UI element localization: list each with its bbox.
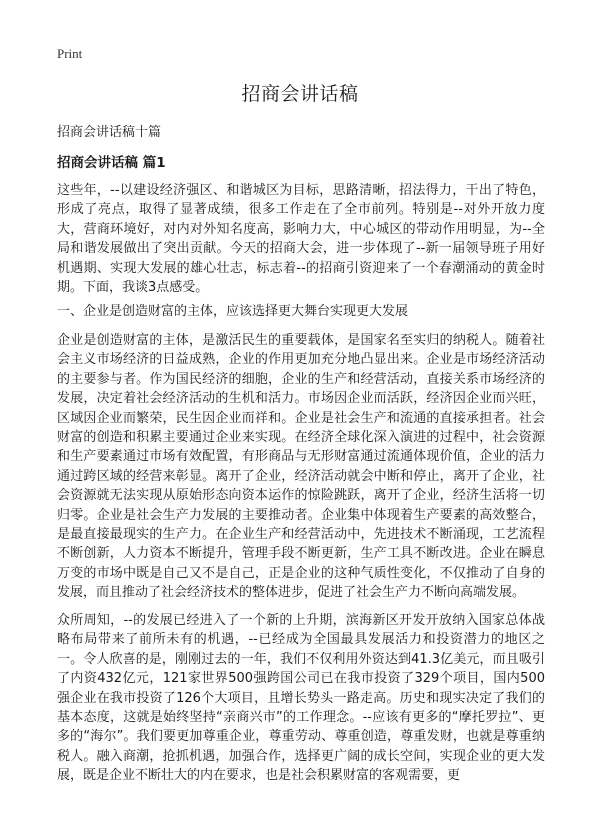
paragraph-development: 众所周知，--的发展已经进入了一个新的上升期，滨海新区开发开放纳入国家总体战略布局带来了前所未有的机遇，--已经成为全国最具发展活力和投资潜力的地区之一。令人欣喜的是，刚刚过去的一年，我们不仅利用外资达到41.3亿美元，而且吸引了内资432亿元，121家世界500强跨国公司已在我市投资了329个项目，国内500强企业在我市投资了126个大项目，且增长势头一路走高。历史和现实决定了我们的基本态度，这就是始终坚持“亲商兴市”的工作理念。--应该有更多的“摩托罗拉”、更多的“海尔”。我们要更加尊重企业，尊重劳动、尊重创造，尊重发财，也就是尊重纳税人。融入商潮，抢抓机遇，加强合作，选择更广阔的成长空间，实现企业的更大发展，既是企业不断壮大的内在要求，也是社会积累财富的客观需要，更 <box>57 613 545 784</box>
section-heading-1: 一、企业是创造财富的主体，应该选择更大舞台实现更大发展 <box>57 304 409 319</box>
document-subtitle: 招商会讲话稿十篇 <box>57 125 162 140</box>
section-title: 招商会讲话稿 篇1 <box>57 155 166 171</box>
document-title: 招商会讲话稿 <box>241 83 359 105</box>
paragraph-intro: 这些年，--以建设经济强区、和谐城区为目标，思路清晰，招法得力，干出了特色，形成了亮点，取得了显著成绩，很多工作走在了全市前列。特别是--对外开放力度大，营商环境好，对内对外知名度高，影响力大，中心城区的带动作用明显，为--全局和谐发展做出了突出贡献。今天的招商大会，进一步体现了--新一届领导班子用好机遇期、实现大发展的雄心壮志，标志着--的招商引资迎来了一个春潮涌动的黄金时期。下面，我谈3点感受。 <box>57 183 545 296</box>
print-link[interactable]: Print <box>57 46 83 61</box>
paragraph-enterprise: 企业是创造财富的主体，是激活民生的重要载体，是国家名至实归的纳税人。随着社会主义市场经济的日益成熟，企业的作用更加充分地凸显出来。企业是市场经济活动的主要参与者。作为国民经济的细胞，企业的生产和经营活动，直接关系市场经济的发展，决定着社会经济活动的生机和活力。市场因企业而活跃，经济因企业而兴旺，区域因企业而繁荣，民生因企业而祥和。企业是社会生产和流通的直接承担者。社会财富的创造和积累主要通过企业来实现。在经济全球化深入演进的过程中，社会资源和生产要素通过市场有效配置，有形商品与无形财富通过流通体现价值，企业的活力通过跨区域的经营来彰显。离开了企业，经济活动就会中断和停止，离开了企业，社会资源就无法实现从原始形态向资本运作的惊险跳跃，离开了企业，经济生活将一切归零。企业是社会生产力发展的主要推动者。企业集中体现着生产要素的高效整合，是最直接最现实的生产力。在企业生产和经营活动中，先进技术不断涌现，工艺流程不断创新，人力资本不断提升，管理手段不断更新，生产工具不断改进。企业在瞬息万变的市场中既是自己又不是自己，正是企业的这种气质性变化，不仅推动了自身的发展，而且推动了社会经济技术的整体进步，促进了社会生产力不断向高端发展。 <box>57 333 545 601</box>
